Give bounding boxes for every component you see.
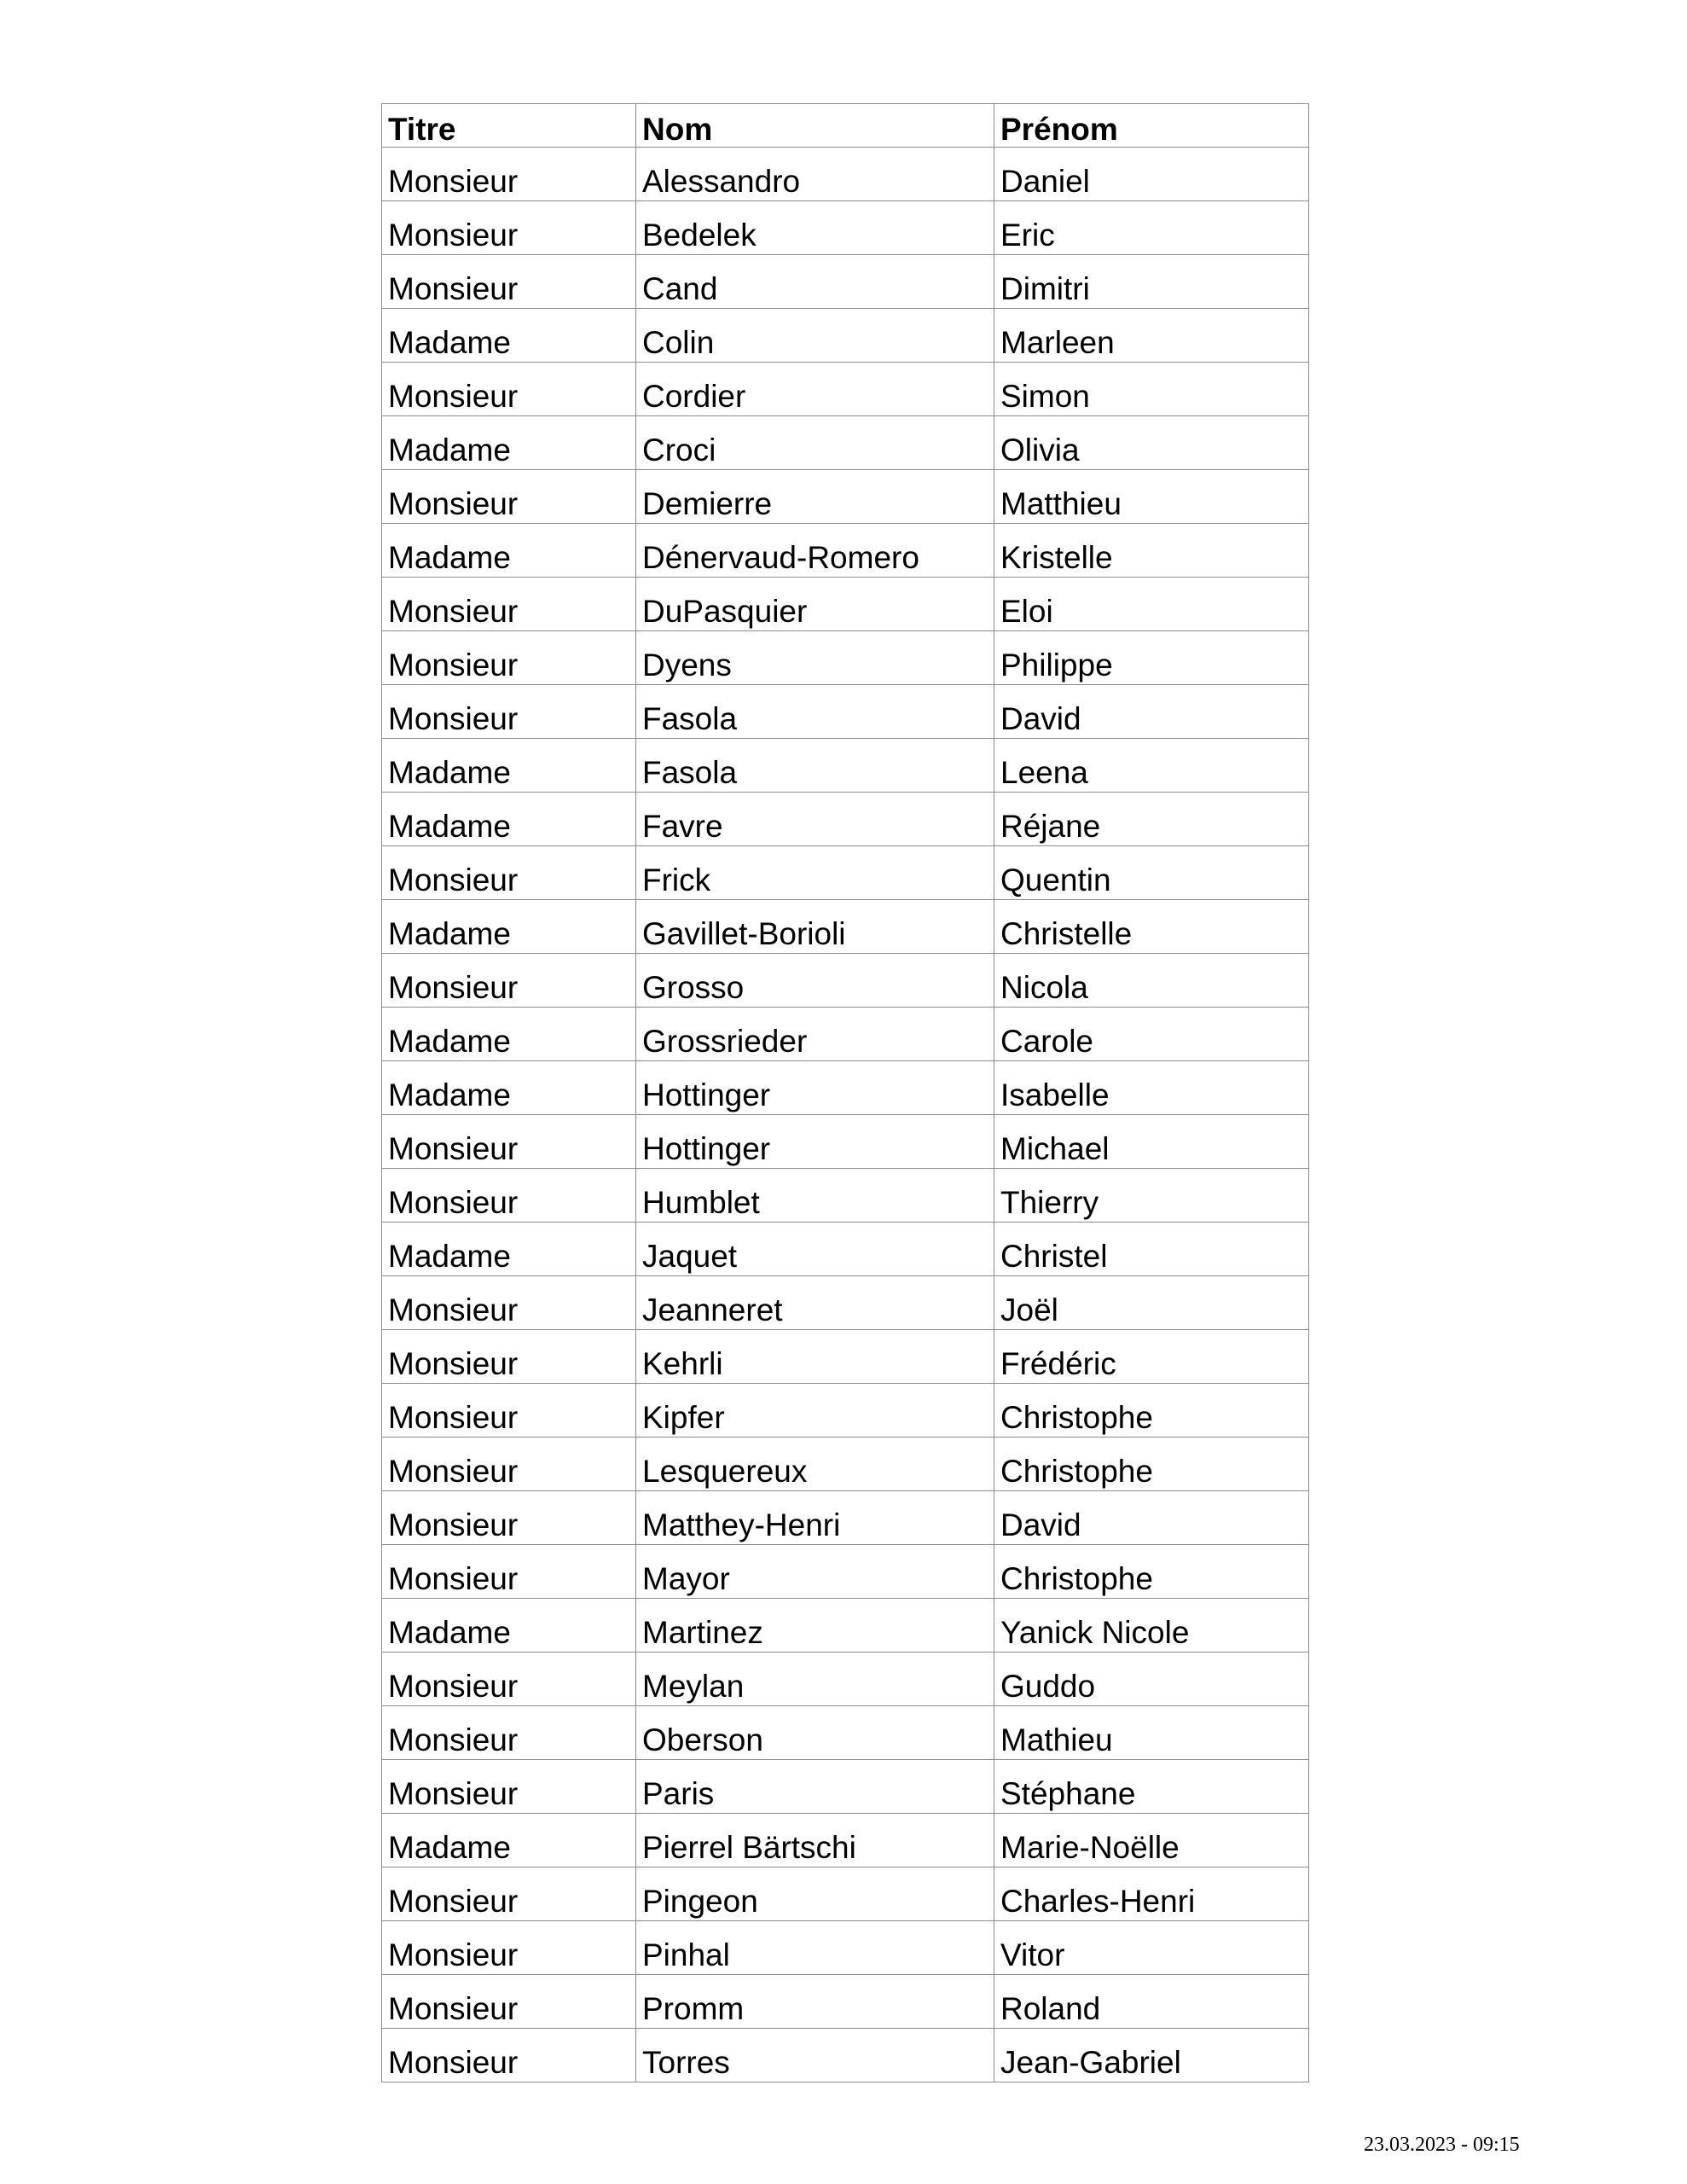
cell-nom: Pinhal [636, 1921, 994, 1975]
cell-titre: Madame [382, 1008, 636, 1061]
cell-titre: Monsieur [382, 685, 636, 739]
cell-prenom: Eloi [994, 578, 1309, 631]
cell-titre: Monsieur [382, 1438, 636, 1491]
cell-titre: Monsieur [382, 631, 636, 685]
table-row [382, 1491, 1309, 1545]
cell-nom: Hottinger [636, 1061, 994, 1115]
cell-nom: Gavillet-Borioli [636, 900, 994, 954]
cell-nom: Grossrieder [636, 1008, 994, 1061]
cell-nom: Grosso [636, 954, 994, 1008]
table-row [382, 1169, 1309, 1223]
table-row [382, 578, 1309, 631]
cell-prenom: Eric [994, 201, 1309, 255]
cell-titre: Madame [382, 1814, 636, 1867]
table-row [382, 309, 1309, 363]
table-row [382, 1061, 1309, 1115]
cell-nom: Dénervaud-Romero [636, 524, 994, 578]
table-row [382, 1276, 1309, 1330]
cell-prenom: Nicola [994, 954, 1309, 1008]
print-timestamp: 23.03.2023 - 09:15 [1364, 2134, 1520, 2156]
cell-prenom: Carole [994, 1008, 1309, 1061]
cell-nom: Frick [636, 846, 994, 900]
cell-titre: Monsieur [382, 578, 636, 631]
cell-prenom: Marleen [994, 309, 1309, 363]
cell-titre: Monsieur [382, 201, 636, 255]
cell-nom: Promm [636, 1975, 994, 2029]
table-body [382, 148, 1309, 2082]
table-row [382, 1706, 1309, 1760]
cell-titre: Madame [382, 900, 636, 954]
table-row [382, 1008, 1309, 1061]
cell-prenom: Vitor [994, 1921, 1309, 1975]
table-row [382, 793, 1309, 846]
cell-nom: Meylan [636, 1653, 994, 1706]
cell-nom: Torres [636, 2029, 994, 2082]
cell-prenom: Christophe [994, 1438, 1309, 1491]
table-row [382, 846, 1309, 900]
cell-nom: Paris [636, 1760, 994, 1814]
cell-nom: Alessandro [636, 148, 994, 201]
cell-titre: Madame [382, 739, 636, 793]
table-row [382, 1545, 1309, 1599]
cell-prenom: Thierry [994, 1169, 1309, 1223]
cell-prenom: Joël [994, 1276, 1309, 1330]
table-header [382, 104, 1309, 148]
cell-titre: Monsieur [382, 1491, 636, 1545]
cell-titre: Madame [382, 1223, 636, 1276]
cell-titre: Monsieur [382, 2029, 636, 2082]
cell-titre: Monsieur [382, 846, 636, 900]
cell-prenom: Charles-Henri [994, 1867, 1309, 1921]
cell-nom: Dyens [636, 631, 994, 685]
cell-titre: Monsieur [382, 1330, 636, 1384]
cell-titre: Monsieur [382, 1384, 636, 1438]
table-row [382, 2029, 1309, 2082]
table-row [382, 470, 1309, 524]
cell-nom: Fasola [636, 685, 994, 739]
cell-nom: Mayor [636, 1545, 994, 1599]
cell-nom: Matthey-Henri [636, 1491, 994, 1545]
cell-prenom: Marie-Noëlle [994, 1814, 1309, 1867]
cell-prenom: Yanick Nicole [994, 1599, 1309, 1653]
cell-prenom: Christel [994, 1223, 1309, 1276]
cell-prenom: Guddo [994, 1653, 1309, 1706]
cell-titre: Monsieur [382, 1760, 636, 1814]
table-row [382, 900, 1309, 954]
cell-prenom: Kristelle [994, 524, 1309, 578]
cell-titre: Madame [382, 793, 636, 846]
cell-nom: Demierre [636, 470, 994, 524]
cell-titre: Monsieur [382, 954, 636, 1008]
cell-prenom: Stéphane [994, 1760, 1309, 1814]
cell-prenom: Roland [994, 1975, 1309, 2029]
cell-nom: Cand [636, 255, 994, 309]
table-row [382, 1330, 1309, 1384]
cell-prenom: David [994, 1491, 1309, 1545]
cell-prenom: Christophe [994, 1384, 1309, 1438]
cell-titre: Monsieur [382, 1545, 636, 1599]
table-row [382, 685, 1309, 739]
column-header-prenom: Prénom [994, 104, 1309, 148]
cell-nom: Colin [636, 309, 994, 363]
table-row [382, 1223, 1309, 1276]
cell-nom: Favre [636, 793, 994, 846]
cell-titre: Monsieur [382, 1653, 636, 1706]
cell-prenom: Jean-Gabriel [994, 2029, 1309, 2082]
cell-nom: Pierrel Bärtschi [636, 1814, 994, 1867]
cell-nom: Martinez [636, 1599, 994, 1653]
cell-prenom: Leena [994, 739, 1309, 793]
cell-nom: Jeanneret [636, 1276, 994, 1330]
cell-prenom: Olivia [994, 416, 1309, 470]
cell-prenom: Christophe [994, 1545, 1309, 1599]
cell-titre: Madame [382, 416, 636, 470]
cell-nom: Lesquereux [636, 1438, 994, 1491]
table-row [382, 201, 1309, 255]
cell-nom: Oberson [636, 1706, 994, 1760]
cell-nom: Cordier [636, 363, 994, 416]
table-row [382, 1760, 1309, 1814]
table-row [382, 1115, 1309, 1169]
column-header-titre: Titre [382, 104, 636, 148]
cell-titre: Monsieur [382, 1867, 636, 1921]
cell-nom: Humblet [636, 1169, 994, 1223]
cell-nom: Bedelek [636, 201, 994, 255]
table-row [382, 524, 1309, 578]
cell-prenom: Quentin [994, 846, 1309, 900]
cell-prenom: Frédéric [994, 1330, 1309, 1384]
table-row [382, 739, 1309, 793]
table-row [382, 1599, 1309, 1653]
table-row [382, 363, 1309, 416]
cell-titre: Monsieur [382, 1169, 636, 1223]
table-row [382, 954, 1309, 1008]
cell-titre: Monsieur [382, 148, 636, 201]
cell-nom: Pingeon [636, 1867, 994, 1921]
cell-titre: Monsieur [382, 1921, 636, 1975]
cell-prenom: Réjane [994, 793, 1309, 846]
table-row [382, 1653, 1309, 1706]
table-row [382, 1814, 1309, 1867]
table-row [382, 1438, 1309, 1491]
cell-prenom: David [994, 685, 1309, 739]
cell-titre: Monsieur [382, 1975, 636, 2029]
table-row [382, 148, 1309, 201]
cell-titre: Madame [382, 524, 636, 578]
table-row [382, 1975, 1309, 2029]
cell-titre: Monsieur [382, 363, 636, 416]
cell-nom: Jaquet [636, 1223, 994, 1276]
cell-nom: Hottinger [636, 1115, 994, 1169]
cell-prenom: Christelle [994, 900, 1309, 954]
table-row [382, 1867, 1309, 1921]
cell-titre: Monsieur [382, 255, 636, 309]
table-row [382, 416, 1309, 470]
cell-prenom: Dimitri [994, 255, 1309, 309]
cell-titre: Monsieur [382, 1706, 636, 1760]
cell-titre: Monsieur [382, 470, 636, 524]
cell-nom: Croci [636, 416, 994, 470]
cell-prenom: Michael [994, 1115, 1309, 1169]
table-row [382, 1921, 1309, 1975]
cell-nom: Kehrli [636, 1330, 994, 1384]
cell-prenom: Daniel [994, 148, 1309, 201]
cell-titre: Madame [382, 1599, 636, 1653]
cell-titre: Madame [382, 309, 636, 363]
cell-prenom: Simon [994, 363, 1309, 416]
cell-prenom: Mathieu [994, 1706, 1309, 1760]
cell-prenom: Isabelle [994, 1061, 1309, 1115]
column-header-nom: Nom [636, 104, 994, 148]
cell-nom: Fasola [636, 739, 994, 793]
cell-titre: Madame [382, 1061, 636, 1115]
cell-nom: DuPasquier [636, 578, 994, 631]
table-row [382, 255, 1309, 309]
people-table [381, 103, 1309, 2082]
cell-nom: Kipfer [636, 1384, 994, 1438]
table-row [382, 631, 1309, 685]
cell-titre: Monsieur [382, 1115, 636, 1169]
cell-prenom: Matthieu [994, 470, 1309, 524]
header-row [382, 104, 1309, 148]
cell-prenom: Philippe [994, 631, 1309, 685]
cell-titre: Monsieur [382, 1276, 636, 1330]
table-row [382, 1384, 1309, 1438]
